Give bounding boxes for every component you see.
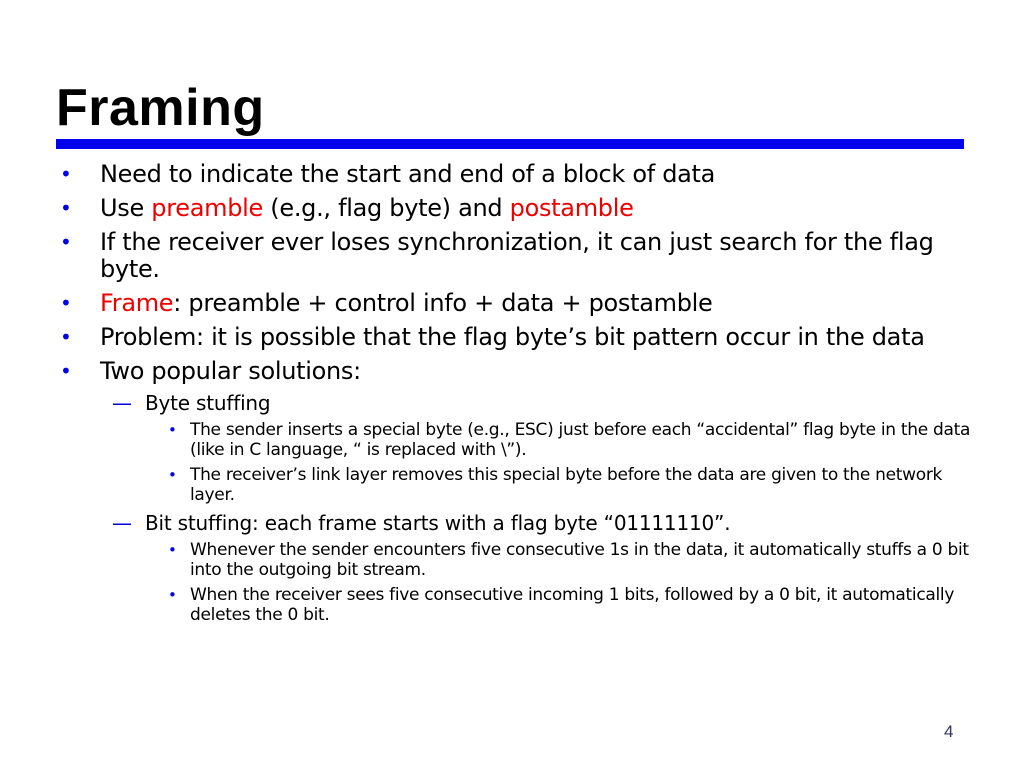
- bullet-marker: •: [168, 421, 177, 439]
- page-number: 4: [944, 722, 954, 741]
- bullet-marker: •: [60, 291, 72, 315]
- sub-bullet-bit-stuffing: [58, 511, 988, 535]
- detail-text: Whenever the sender encounters five consecutive 1s in the data, it automatically stuffs a 0 bit into the outgoing bit stream.: [190, 540, 969, 580]
- bullet-text: Problem: it is possible that the flag byte’s bit pattern occur in the data: [100, 323, 925, 351]
- bullet-text: If the receiver ever loses synchronization, it can just search for the flag byte.: [100, 228, 934, 283]
- bullet-text: Two popular solutions:: [100, 357, 361, 385]
- bullet-marker: •: [60, 359, 72, 383]
- bullet-marker: •: [60, 230, 72, 254]
- bullet-text: (e.g., flag byte) and: [262, 194, 510, 222]
- sub-bullet-text: Byte stuffing: [145, 391, 271, 415]
- sub-bullet-byte-stuffing: [58, 391, 988, 415]
- detail-item: [58, 465, 988, 505]
- bullet-text: Need to indicate the start and end of a block of data: [100, 160, 716, 188]
- bullet-block-data: [58, 161, 988, 188]
- bullet-marker: •: [168, 586, 177, 604]
- bullet-text: Use: [100, 194, 152, 222]
- detail-text: When the receiver sees five consecutive incoming 1 bits, followed by a 0 bit, it automatically deletes the 0 bit.: [190, 585, 955, 625]
- bullet-preamble-postamble: [58, 195, 988, 222]
- bullet-solutions: [58, 358, 988, 385]
- term-preamble: preamble: [151, 194, 263, 222]
- bullet-synchronization: [58, 229, 988, 283]
- detail-text: The sender inserts a special byte (e.g., ESC) just before each “accidental” flag byte in the data (like in C language, “ is replaced with \”).: [190, 420, 971, 460]
- dash-marker: —: [112, 511, 132, 535]
- detail-item: [58, 585, 988, 625]
- term-postamble: postamble: [509, 194, 634, 222]
- detail-item: [58, 420, 988, 460]
- slide-title: Framing: [56, 79, 265, 137]
- slide-body: [58, 154, 988, 625]
- bullet-marker: •: [60, 162, 72, 186]
- detail-item: [58, 540, 988, 580]
- bullet-marker: •: [168, 541, 177, 559]
- bullet-text: : preamble + control info + data + postamble: [173, 289, 713, 317]
- bullet-frame-definition: [58, 290, 988, 317]
- detail-text: The receiver’s link layer removes this special byte before the data are given to the network layer.: [190, 465, 943, 505]
- bullet-marker: •: [60, 196, 72, 220]
- bullet-problem: [58, 324, 988, 351]
- title-underline: [56, 139, 964, 149]
- bullet-marker: •: [168, 466, 177, 484]
- dash-marker: —: [112, 391, 132, 415]
- term-frame: Frame: [100, 289, 174, 317]
- sub-bullet-text: Bit stuffing: each frame starts with a flag byte “01111110”.: [145, 511, 731, 535]
- bullet-marker: •: [60, 325, 72, 349]
